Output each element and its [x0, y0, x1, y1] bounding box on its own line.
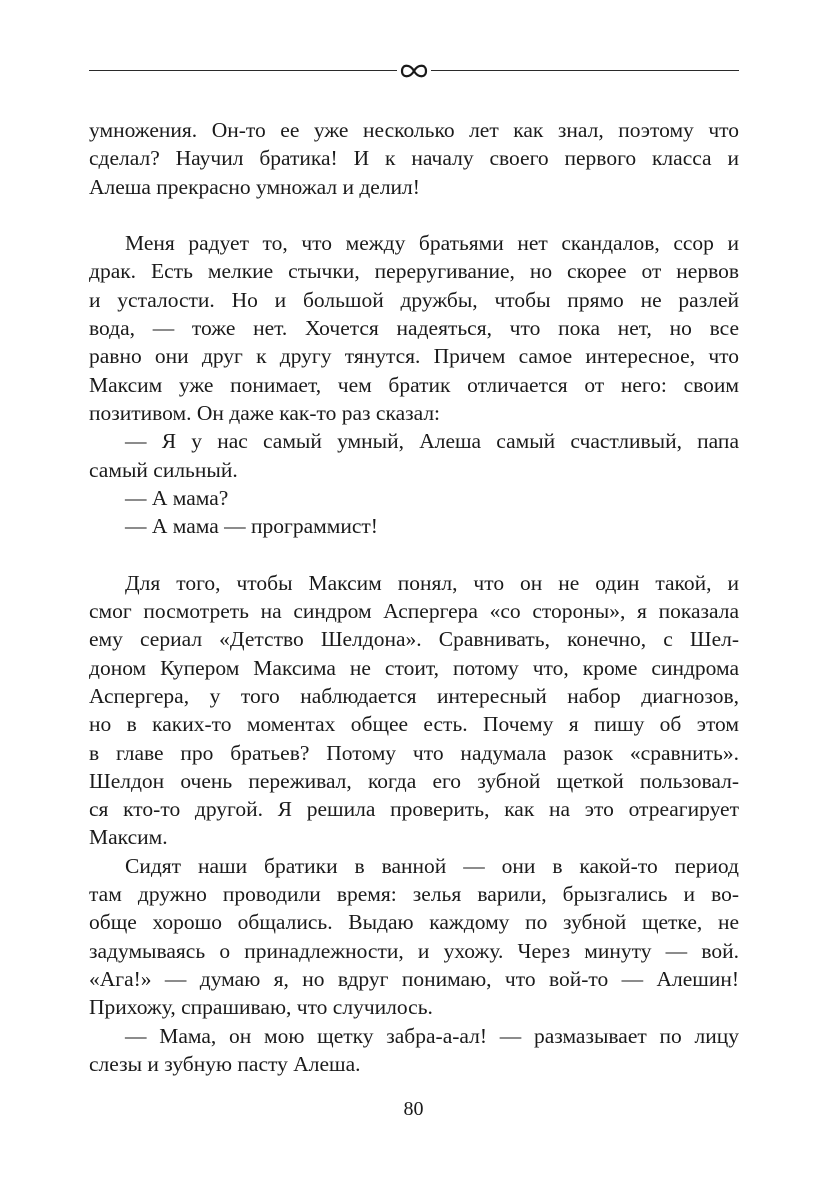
text-line: задумываясь о принадлежности, и ухожу. Через минуту — вой.: [89, 938, 739, 963]
text-line: но в каких-то моментах общее есть. Почему я пишу об этом: [89, 712, 739, 737]
dialogue-line: — А мама?: [125, 485, 229, 510]
text-line: Алеша прекрасно умножал и делил!: [89, 174, 420, 199]
text-line: слезы и зубную пасту Алеша.: [89, 1051, 361, 1076]
text-line: ему сериал «Детство Шелдона». Сравнивать, конечно, с Шел-: [89, 627, 739, 652]
text-line: и усталости. Но и большой дружбы, чтобы прямо не разлей: [89, 287, 739, 312]
text-line: вода, — тоже нет. Хочется надеяться, что пока нет, но все: [89, 316, 739, 341]
text-line: Для того, чтобы Максим понял, что он не один такой, и: [125, 570, 739, 595]
text-line: ся кто-то другой. Я решила проверить, как на это отреагирует: [89, 797, 739, 822]
text-line: доном Купером Максима не стоит, потому что, кроме синдрома: [89, 655, 739, 680]
text-line: умножения. Он-то ее уже несколько лет как знал, поэтому что: [89, 118, 739, 142]
page-number: 80: [403, 1098, 424, 1120]
text-line: Максим.: [89, 825, 168, 850]
text-line: Меня радует то, что между братьями нет скандалов, ссор и: [125, 231, 739, 256]
text-line: сделал? Научил братика! И к началу своего первого класса и: [89, 146, 739, 171]
text-line: там дружно проводили время: зелья варили, брызгались и во-: [89, 882, 739, 907]
text-line: смог посмотреть на синдром Аспергера «со стороны», я показала: [89, 599, 739, 624]
text-line: в главе про братьев? Потому что надумала разок «сравнить».: [89, 740, 739, 765]
text-line: Максим уже понимает, чем братик отличается от него: своим: [89, 372, 739, 397]
paragraph-gap: [89, 540, 739, 568]
header-rule-left: [89, 70, 397, 71]
text-line: самый сильный.: [89, 457, 238, 482]
text-line: Прихожу, спрашиваю, что случилось.: [89, 995, 433, 1020]
text-line: обще хорошо общались. Выдаю каждому по зубной щетке, не: [89, 910, 739, 935]
dialogue-line: — А мама — программист!: [125, 514, 378, 539]
header-rule-right: [431, 70, 739, 71]
text-line: «Ага!» — думаю я, но вдруг понимаю, что вой-то — Алешин!: [89, 966, 739, 991]
dialogue-line: — Мама, он мою щетку забра-а-ал! — размазывает по лицу: [125, 1023, 739, 1048]
text-line: драк. Есть мелкие стычки, переругивание, но скорее от нервов: [89, 259, 739, 284]
dialogue-line: — Я у нас самый умный, Алеша самый счастливый, папа: [125, 429, 739, 454]
paragraph-gap: [89, 201, 739, 229]
text-line: Аспергера, у того наблюдается интересный набор диагнозов,: [89, 683, 739, 708]
text-line: позитивом. Он даже как-то раз сказал:: [89, 400, 441, 425]
text-line: равно они друг к другу тянутся. Причем самое интересное, что: [89, 344, 739, 369]
text-line: Сидят наши братики в ванной — они в какой-то период: [125, 853, 739, 878]
text-line: Шелдон очень переживал, когда его зубной щеткой пользовал-: [89, 768, 739, 793]
infinity-icon: [397, 58, 431, 84]
body-text: [89, 116, 739, 1078]
page-header: [89, 58, 739, 84]
